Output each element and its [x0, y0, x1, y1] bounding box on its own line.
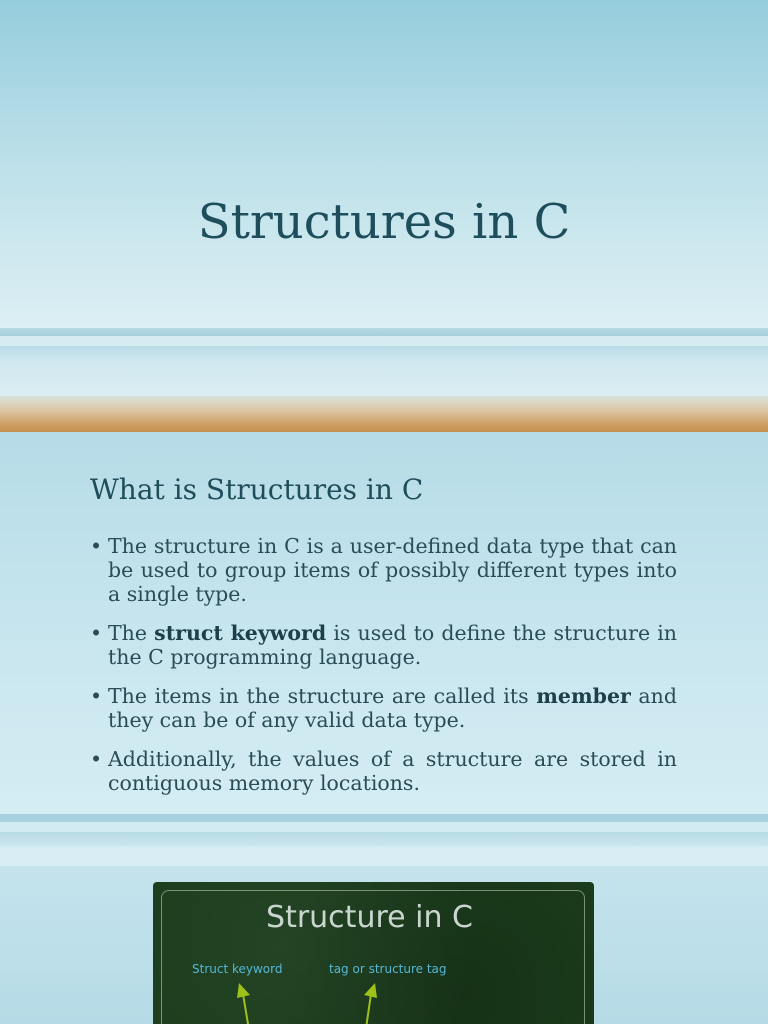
arrow-struct-keyword	[237, 983, 251, 1024]
wave-band	[0, 360, 768, 396]
wave-band	[0, 832, 768, 846]
arrow-structure-tag	[364, 983, 377, 1024]
bullet-dot: •	[90, 534, 103, 558]
struct-keyword-label: Struct keyword	[192, 962, 283, 976]
bullet-dot: •	[90, 684, 103, 708]
content-slide	[0, 432, 768, 866]
bullet-bold-text: member	[536, 684, 631, 708]
bullet-text: The	[108, 621, 155, 645]
bullet-text: is used to define the structure in the C programming language.	[108, 621, 677, 669]
wave-band	[0, 346, 768, 360]
chalkboard-title: Structure in C	[266, 900, 473, 935]
bullet-dot: •	[90, 621, 103, 645]
title-slide	[0, 0, 768, 432]
slide-title: Structures in C	[197, 194, 571, 250]
structure-tag-label: tag or structure tag	[329, 962, 447, 976]
bullet-text: Additionally, the values of a structure are stored in contiguous memory locations.	[108, 747, 677, 795]
bullet-item	[90, 684, 677, 732]
chalkboard-image	[153, 882, 594, 1024]
annotation-arrows	[153, 882, 594, 1024]
bullet-item	[90, 747, 677, 795]
bullet-text: and they can be of any valid data type.	[108, 684, 677, 732]
wave-band	[0, 328, 768, 336]
wave-band	[0, 336, 768, 346]
bullet-text: The structure in C is a user-defined data type that can be used to group items of possibly different types into a single type.	[108, 534, 677, 606]
wave-band	[0, 814, 768, 822]
image-slide	[0, 866, 768, 1024]
bullet-list	[90, 534, 677, 810]
content-heading: What is Structures in C	[90, 473, 424, 506]
bullet-item	[90, 534, 677, 606]
wave-band	[0, 846, 768, 866]
bullet-item	[90, 621, 677, 669]
sand-band	[0, 396, 768, 432]
bullet-text: The items in the structure are called its	[108, 684, 537, 708]
bullet-dot: •	[90, 747, 103, 771]
wave-band	[0, 822, 768, 832]
bullet-bold-text: struct keyword	[154, 621, 327, 645]
